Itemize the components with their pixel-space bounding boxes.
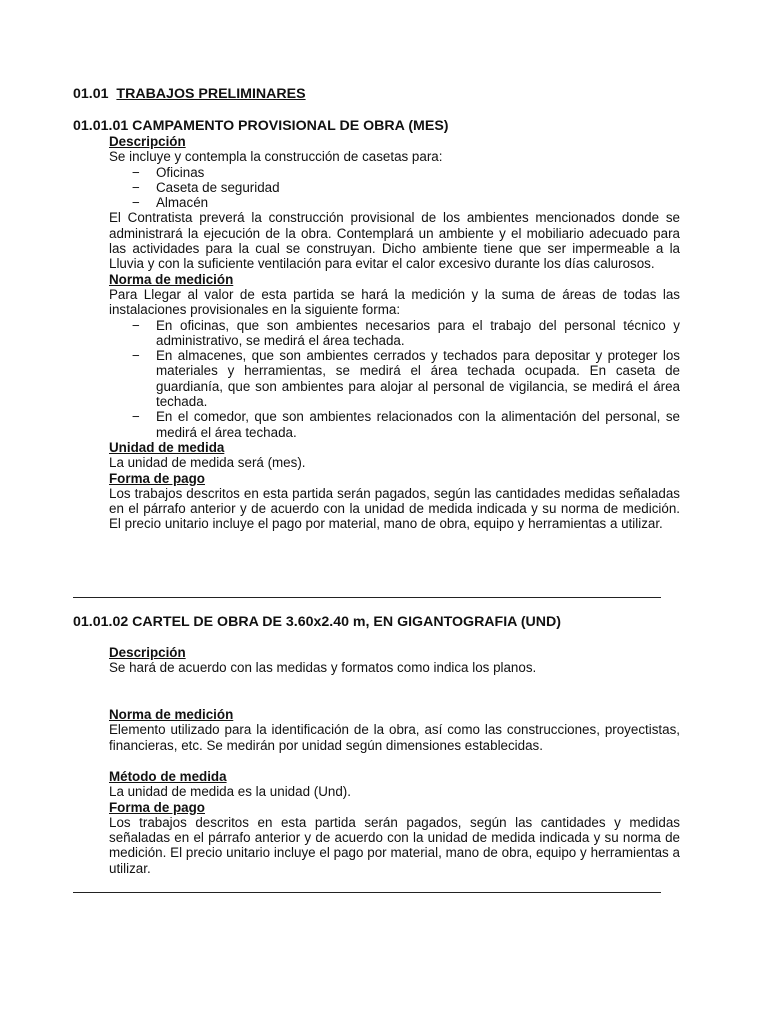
descripcion-heading: Descripción <box>109 645 186 660</box>
list-item: − En el comedor, que son ambientes relacionados con la alimentación del personal, se medirá el área techada. <box>109 409 680 440</box>
norma-heading: Norma de medición <box>109 707 234 722</box>
list-item: − En almacenes, que son ambientes cerrados y techados para depositar y proteger los materiales y herramientas, se medirá el área techada ocupada. En caseta de guardianía, que son ambientes para alojar al personal de vigilancia, se medirá el área techada. <box>109 348 680 409</box>
list-item: − Oficinas <box>109 165 680 180</box>
item-010102-descripcion <box>109 645 680 676</box>
casetas-list <box>109 165 680 211</box>
norma-list <box>109 318 680 440</box>
list-item: − En oficinas, que son ambientes necesarios para el trabajo del personal técnico y administrativo, se medirá el área techada. <box>109 318 680 349</box>
metodo-heading: Método de medida <box>109 769 227 784</box>
norma-heading: Norma de medición <box>109 271 234 287</box>
unidad-heading: Unidad de medida <box>109 439 225 455</box>
descripcion-heading: Descripción <box>109 134 186 149</box>
pago-text: Los trabajos descritos en esta partida serán pagados, según las cantidades y medidas señaladas en el párrafo anterior y de acuerdo con la unidad de medida indicada y su norma de medición. El precio unitario incluye el pago por material, mano de obra, equipo y herramientas a utilizar. <box>109 814 680 876</box>
pago-heading: Forma de pago <box>109 799 205 815</box>
section-heading <box>73 86 306 102</box>
norma-intro: Para Llegar al valor de esta partida se hará la medición y la suma de áreas de todas las instalaciones provisionales en la siguiente forma: <box>109 286 680 318</box>
item-010101-body <box>109 134 680 532</box>
metodo-text: La unidad de medida es la unidad (Und). <box>109 784 351 800</box>
pago-text: Los trabajos descritos en esta partida serán pagados, según las cantidades medidas señaladas en el párrafo anterior y de acuerdo con la unidad de medida indicada y su norma de medición. El precio unitario incluye el pago por material, mano de obra, equipo y herramientas a utilizar. <box>109 485 680 532</box>
section-divider <box>73 892 661 893</box>
list-item: − Caseta de seguridad <box>109 180 680 195</box>
norma-text: Elemento utilizado para la identificación de la obra, así como las construcciones, proyectistas, financieras, etc. Se medirán por unidad según dimensiones establecidas. <box>109 722 680 753</box>
item-010102-norma <box>109 707 680 753</box>
section-number: 01.01 <box>73 86 109 102</box>
unidad-text: La unidad de medida será (mes). <box>109 455 306 471</box>
descripcion-intro: Se incluye y contempla la construcción de casetas para: <box>109 149 443 165</box>
list-item: − Almacén <box>109 195 680 210</box>
item-010102-metodo-pago <box>109 769 680 876</box>
section-divider <box>73 597 661 598</box>
pago-heading: Forma de pago <box>109 470 205 486</box>
contratista-paragraph: El Contratista preverá la construcción provisional de los ambientes mencionados donde se administrará la ejecución de la obra. Contemplará un ambiente y el mobiliario adecuado para las actividades para la cual se construyan. Dicho ambiente tiene que ser impermeable a la Lluvia y con la suficiente ventilación para evitar el calor excesivo durante los días calurosos. <box>109 210 680 272</box>
descripcion-text: Se hará de acuerdo con las medidas y formatos como indica los planos. <box>109 660 537 676</box>
item-010101-title: 01.01.01 CAMPAMENTO PROVISIONAL DE OBRA (MES) <box>73 118 449 134</box>
section-title: TRABAJOS PRELIMINARES <box>116 86 306 102</box>
item-010102-title: 01.01.02 CARTEL DE OBRA DE 3.60x2.40 m, EN GIGANTOGRAFIA (UND) <box>73 614 562 630</box>
